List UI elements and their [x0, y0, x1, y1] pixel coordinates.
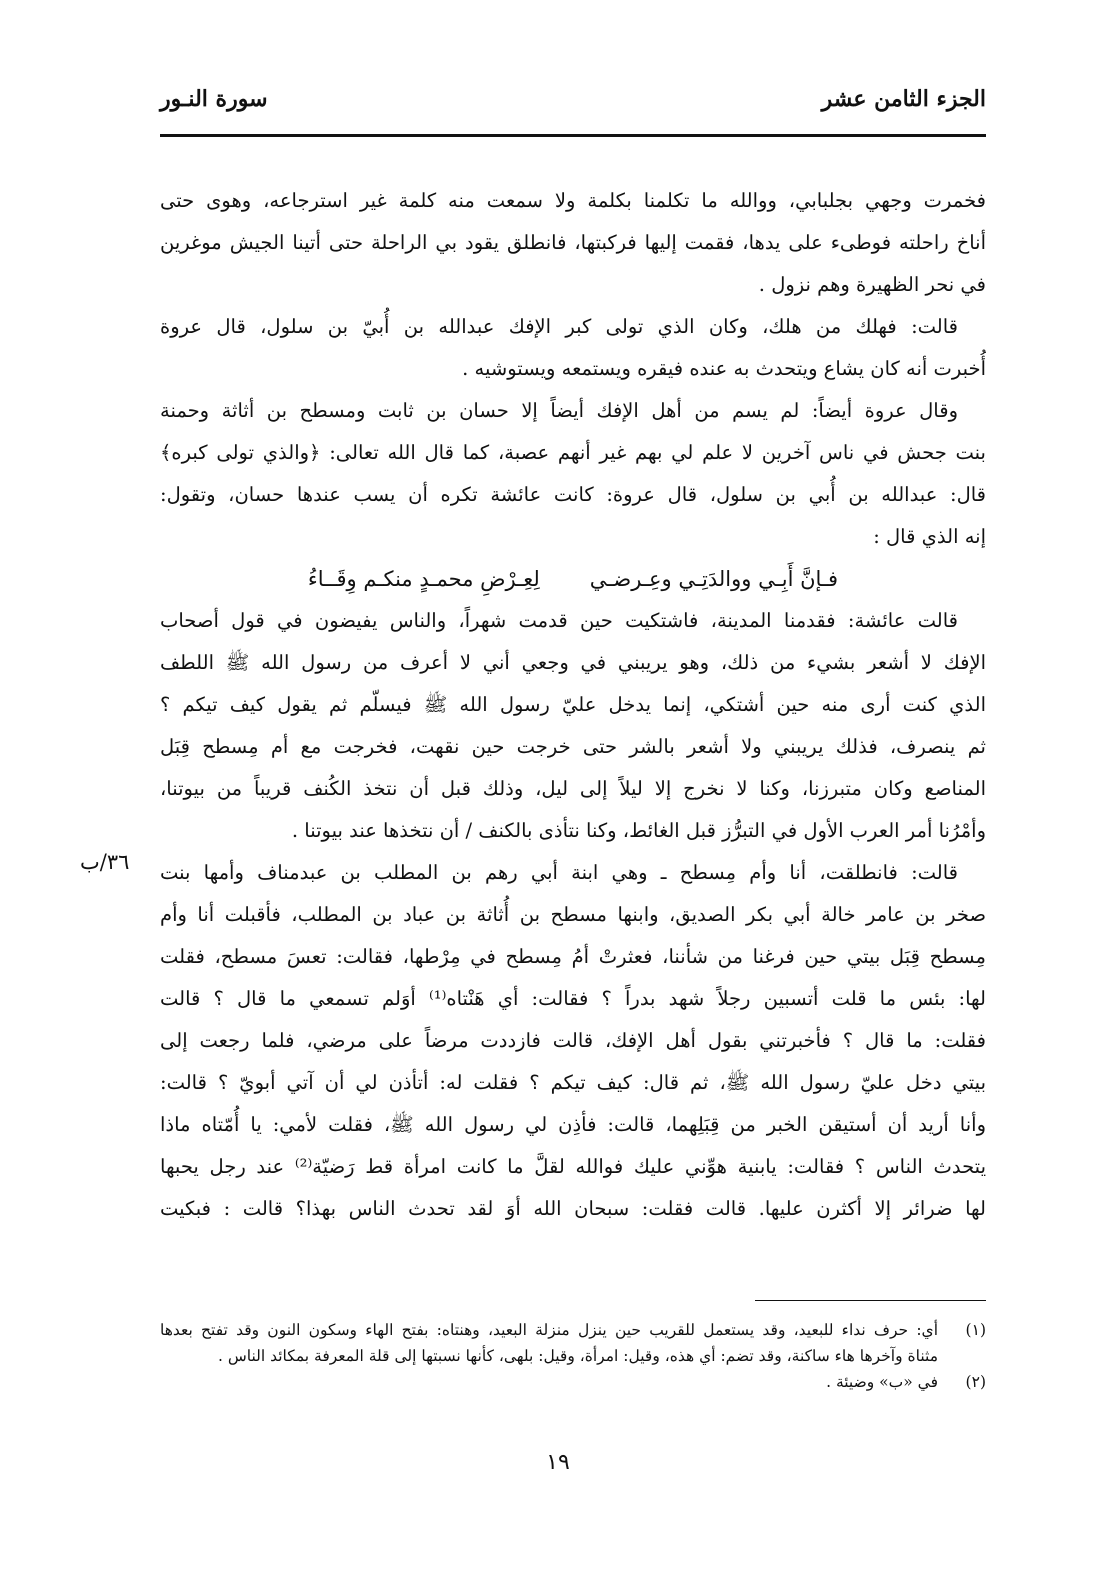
- text-line: ثم ينصرف، فذلك يريبني ولا أشعر بالشر حتى خرجت حين نقهت، فخرجت مع أم مِسطح قِبَل: [160, 735, 986, 758]
- text-line: بيتي دخل عليّ رسول الله ﷺ، ثم قال: كيف تيكم ؟ فقلت له: أتأذن لي أن آتي أبويّ ؟ قالت:: [160, 1071, 986, 1094]
- footnotes: [160, 1317, 986, 1395]
- text-line: مِسطح قِبَل بيتي حين فرغنا من شأننا، فعثرتْ أمُ مِسطح في مِرْطها، فقالت: تعسَ مسطح، فقلت: [160, 945, 986, 968]
- text-line: وأنا أريد أن أستيقن الخبر من قِبَلِهما، قالت: فأذِن لي رسول الله ﷺ، فقلت لأمي: يا أُمّتاه ماذا: [160, 1113, 986, 1136]
- text-line: قالت: فهلك من هلك، وكان الذي تولى كبر الإفك عبدالله بن أُبيّ بن سلول، قال عروة: [160, 315, 958, 338]
- footnote-line: في «ب» وضيئة .: [826, 1373, 938, 1391]
- footnote-number: (١): [965, 1321, 986, 1339]
- text-line: الذي كنت أرى منه حين أشتكي، إنما يدخل عليّ رسول الله ﷺ فيسلّم ثم يقول كيف تيكم ؟: [160, 693, 986, 716]
- text-line: أُخبرت أنه كان يشاع ويتحدث به عنده فيقره ويستمعه ويستوشيه .: [462, 357, 986, 380]
- text-line: المناصع وكان متبرزنا، وكنا لا نخرج إلا ليلاً إلى ليل، وذلك قبل أن نتخذ الكُنف قريباً من بيوتنا،: [160, 777, 986, 800]
- footnote: [160, 1369, 986, 1395]
- text-line: قال: عبدالله بن أُبي بن سلول، قال عروة: كانت عائشة تكره أن يسب عندها حسان، وتقول:: [160, 483, 986, 506]
- main-text: [160, 180, 986, 1230]
- text-line: وأمْرُنا أمر العرب الأول في التبرُّز قبل الغائط، وكنا نتأذى بالكنف / أن نتخذها عند بيوتنا .: [291, 819, 986, 842]
- text-line: فخمرت وجهي بجلبابي، ووالله ما تكلمنا بكلمة ولا سمعت منه كلمة غير استرجاعه، وهوى حتى: [160, 189, 986, 212]
- running-header: [160, 86, 986, 126]
- text-line: قالت: فانطلقت، أنا وأم مِسطح ـ وهي ابنة أبي رهم بن المطلب بن عبدمناف وأمها بنت: [160, 861, 958, 884]
- verse-hemistich-second: لِعِـرْضِ محمـدٍ منكـم وِقَــاءُ: [307, 567, 540, 591]
- footnote-number: (٢): [965, 1373, 986, 1391]
- page-number: ١٩: [546, 1450, 570, 1475]
- header-rule: [160, 134, 986, 137]
- manuscript-folio-marker: ٣٦/ب: [80, 850, 130, 874]
- text-line: أناخ راحلته فوطىء على يدها، فقمت إليها فركبتها، فانطلق يقود بي الراحلة حتى أتينا الجيش موغرين: [160, 231, 986, 254]
- surah-title: سورة النـور: [160, 86, 268, 112]
- text-line: لها ضرائر إلا أكثرن عليها. قالت فقلت: سبحان الله أوَ لقد تحدث الناس بهذا؟ قالت : فبكيت: [160, 1197, 986, 1220]
- text-line: الإفك لا أشعر بشيء من ذلك، وهو يريبني في وجعي أني لا أعرف من رسول الله ﷺ اللطف: [160, 651, 986, 674]
- footnote-rule: [755, 1300, 986, 1301]
- text-line: إنه الذي قال :: [873, 525, 986, 548]
- text-line: يتحدث الناس ؟ فقالت: يابنية هوِّني عليك فوالله لقلَّ ما كانت امرأة قط رَضيّة⁽²⁾ عند رجل يحبها: [160, 1155, 986, 1178]
- footnote-line: مثناة وآخرها هاء ساكنة، وقد تضم: أي هذه، وقيل: امرأة، وقيل: بلهى، كأنها نسبتها إلى قلة المعرفة بمكائد الناس .: [217, 1347, 938, 1365]
- text-line: قالت عائشة: فقدمنا المدينة، فاشتكيت حين قدمت شهراً، والناس يفيضون في قول أصحاب: [160, 609, 958, 632]
- footnote: [160, 1317, 986, 1369]
- text-line: صخر بن عامر خالة أبي بكر الصديق، وابنها مسطح بن أُثاثة بن عباد بن المطلب، فأقبلت أنا وأم: [160, 903, 986, 926]
- text-line: وقال عروة أيضاً: لم يسم من أهل الإفك أيضاً إلا حسان بن ثابت ومسطح بن أثاثة وحمنة: [160, 399, 958, 422]
- text-line: بنت جحش في ناس آخرين لا علم لي بهم غير أنهم عصبة، كما قال الله تعالى: ﴿والذي تولى كبره﴾: [160, 441, 986, 464]
- footnote-line: أي: حرف نداء للبعيد، وقد يستعمل للقريب حين ينزل منزلة البعيد، وهنتاه: بفتح الهاء وسكون النون وقد تفتح بعدها: [160, 1321, 938, 1339]
- text-line: في نحر الظهيرة وهم نزول .: [758, 273, 986, 296]
- part-title: الجزء الثامن عشر: [821, 86, 986, 112]
- text-line: لها: بئس ما قلت أتسبين رجلاً شهد بدراً ؟ فقالت: أي هَنْتاه⁽¹⁾ أوَلم تسمعي ما قال ؟ قالت: [160, 987, 986, 1010]
- poetry-verse: [160, 558, 986, 600]
- text-line: فقلت: ما قال ؟ فأخبرتني بقول أهل الإفك، قالت فازددت مرضاً على مرضي، فلما رجعت إلى: [160, 1029, 986, 1052]
- verse-hemistich-first: فـإنَّ أَبِـي ووالدَتِـي وعِـرضـي: [589, 567, 839, 591]
